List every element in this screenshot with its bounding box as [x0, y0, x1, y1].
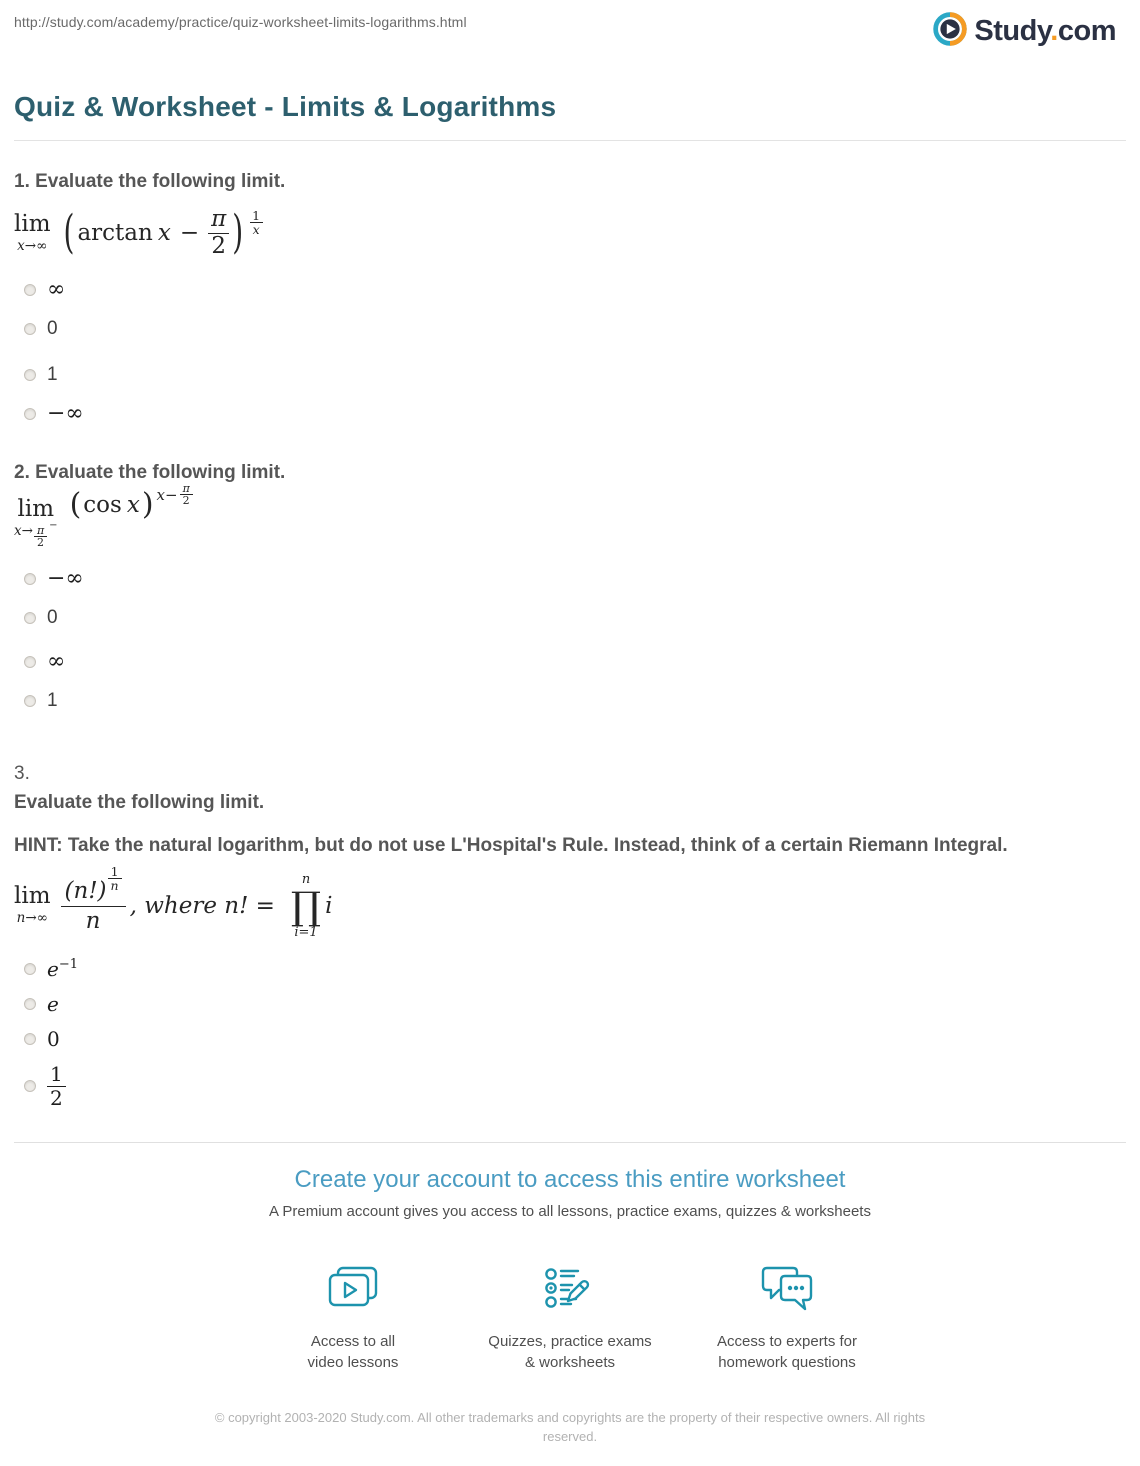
- question-1-heading: 1. Evaluate the following limit.: [14, 171, 286, 192]
- studycom-logo-icon: [933, 12, 967, 51]
- answer-option[interactable]: [14, 1062, 1126, 1110]
- close-paren: ): [232, 205, 244, 259]
- feature-label: Access to experts for homework questions: [716, 1332, 858, 1371]
- page-url: http://study.com/academy/practice/quiz-worksheet-limits-logarithms.html: [14, 14, 467, 30]
- quizzes-worksheets-icon: [542, 1262, 598, 1316]
- video-lessons-icon: [325, 1262, 381, 1316]
- product-operator: n ∏ i=1: [290, 871, 322, 940]
- feature-video-lessons[interactable]: [258, 1262, 448, 1373]
- option-label: ∞: [47, 276, 66, 302]
- radio-button[interactable]: [24, 284, 36, 296]
- answer-option[interactable]: [14, 992, 1126, 1016]
- topbar: [14, 12, 1126, 51]
- radio-button[interactable]: [24, 1033, 36, 1045]
- studycom-logo-text: Study.com: [974, 15, 1116, 47]
- chat-experts-icon: [759, 1262, 815, 1316]
- answer-option[interactable]: [14, 957, 1126, 981]
- feature-quizzes-worksheets[interactable]: [475, 1262, 665, 1373]
- option-label: 1: [47, 363, 58, 385]
- option-label: 0: [47, 1026, 60, 1051]
- option-label: [47, 1062, 66, 1110]
- radio-button[interactable]: [24, 1080, 36, 1092]
- question-2-formula: lim x→ $\frac{\pi}{2}$ − ( cos x ) x− $\frac{\pi}{2}$: [14, 492, 1126, 549]
- title-divider: [14, 140, 1126, 141]
- question-3-heading: Evaluate the following limit.: [14, 791, 265, 813]
- answer-option[interactable]: [14, 567, 1126, 591]
- page-title: Quiz & Worksheet - Limits & Logarithms: [14, 91, 557, 122]
- option-label: ∞: [47, 648, 66, 674]
- question-3-hint: HINT: Take the natural logarithm, but do not use L'Hospital's Rule. Instead, think of a certain Riemann Integral.: [14, 834, 1008, 856]
- pi-over-2-fraction: $\frac{\pi}{2}$: [208, 207, 229, 260]
- exponent: x− $\frac{\pi}{2}$: [157, 483, 193, 507]
- question-1-options: [14, 278, 1126, 426]
- cta-divider: [14, 1142, 1126, 1143]
- question-1-formula: lim x→∞ ( arctan x − $\frac{\pi}{2}$ ) $\frac{1}{x}$: [14, 207, 1126, 260]
- exponent-fraction: $\frac{1}{x}$: [249, 200, 263, 236]
- main-fraction: (n!) $\frac{1}{n}$ n: [61, 877, 126, 934]
- answer-option[interactable]: [14, 317, 1126, 341]
- radio-button[interactable]: [24, 656, 36, 668]
- radio-button[interactable]: [24, 963, 36, 975]
- question-3: [14, 763, 1126, 1110]
- limit-operator: lim x→ $\frac{\pi}{2}$ −: [14, 495, 58, 550]
- studycom-logo[interactable]: [933, 12, 1116, 51]
- feature-homework-experts[interactable]: [692, 1262, 882, 1373]
- option-label: −∞: [47, 565, 84, 591]
- radio-button[interactable]: [24, 323, 36, 335]
- option-label: e: [47, 991, 59, 1016]
- limit-operator: lim n→∞: [14, 883, 51, 927]
- question-2-heading: 2. Evaluate the following limit.: [14, 461, 286, 483]
- copyright-notice: © copyright 2003-2020 Study.com. All other trademarks and copyrights are the property of their respective owners. All rights reserved.: [214, 1409, 926, 1444]
- open-paren: (: [63, 205, 75, 259]
- limit-operator: lim x→∞: [14, 211, 51, 254]
- open-paren: (: [69, 486, 82, 522]
- feature-list: [14, 1262, 1126, 1373]
- option-label: 0: [47, 606, 58, 628]
- radio-button[interactable]: [24, 369, 36, 381]
- answer-option[interactable]: [14, 650, 1126, 674]
- option-label: $e^{-1}$: [47, 956, 79, 981]
- radio-button[interactable]: [24, 408, 36, 420]
- feature-label: Quizzes, practice exams & worksheets: [488, 1332, 652, 1371]
- option-label: 1: [47, 689, 58, 711]
- answer-option[interactable]: [14, 606, 1126, 630]
- cta-section: [14, 1166, 1126, 1447]
- question-1: [14, 171, 1126, 426]
- where-clause: , where n! =: [129, 892, 275, 919]
- one-half-fraction: $\frac{1}{2}$: [47, 1063, 66, 1110]
- answer-option[interactable]: [14, 689, 1126, 713]
- answer-option[interactable]: [14, 1027, 1126, 1051]
- question-3-number: 3.: [14, 762, 30, 784]
- answer-option[interactable]: [14, 402, 1126, 426]
- radio-button[interactable]: [24, 573, 36, 585]
- option-label: 0: [47, 317, 58, 339]
- question-2: [14, 462, 1126, 713]
- radio-button[interactable]: [24, 612, 36, 624]
- cta-subheading: A Premium account gives you access to all lessons, practice exams, quizzes & worksheets: [269, 1202, 871, 1220]
- cta-heading: Create your account to access this entire worksheet: [294, 1165, 846, 1193]
- answer-option[interactable]: [14, 278, 1126, 302]
- feature-label: Access to all video lessons: [307, 1332, 399, 1371]
- question-3-formula: lim n→∞ (n!) $\frac{1}{n}$ n , where n! = n ∏ i=1 i: [14, 864, 333, 940]
- pi-over-2-fraction: $\frac{\pi}{2}$: [34, 525, 47, 549]
- question-2-options: [14, 567, 1126, 713]
- answer-option[interactable]: [14, 363, 1126, 387]
- radio-button[interactable]: [24, 695, 36, 707]
- close-paren: ): [141, 486, 154, 522]
- question-3-options: [14, 957, 1126, 1110]
- radio-button[interactable]: [24, 998, 36, 1010]
- option-label: −∞: [47, 400, 84, 426]
